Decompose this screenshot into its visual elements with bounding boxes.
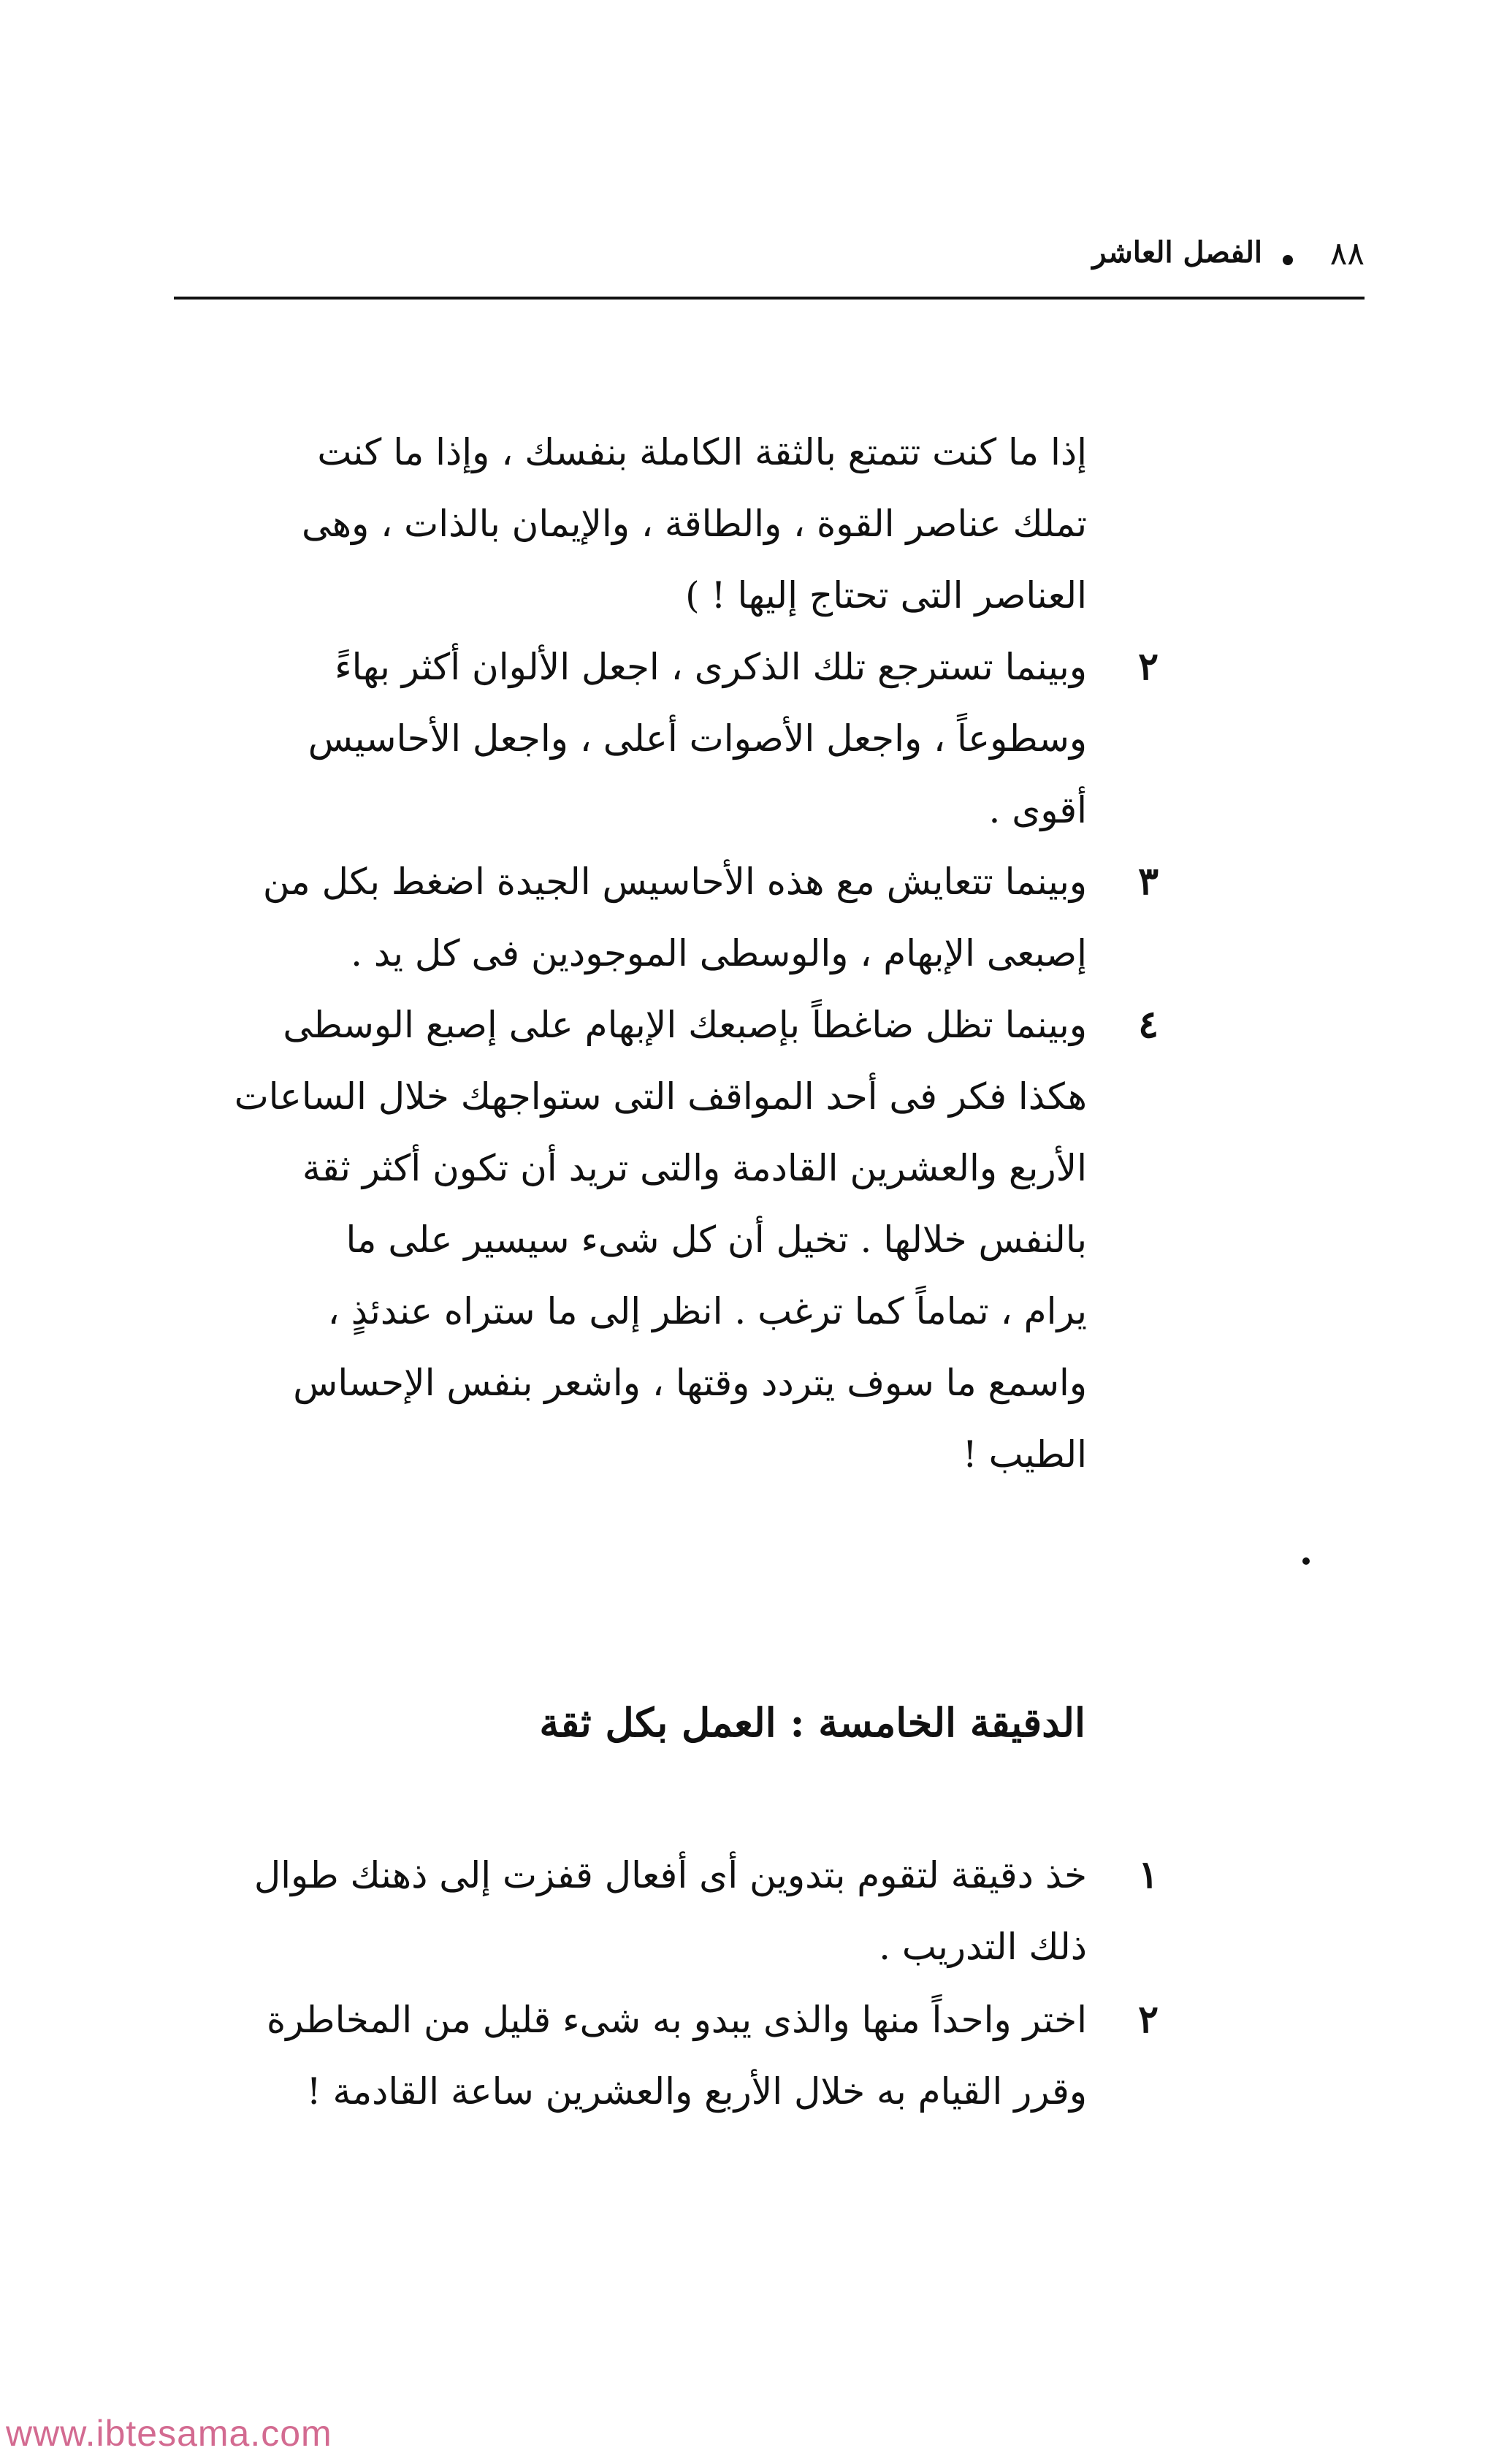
text-line: وسطوعاً ، واجعل الأصوات أعلى ، واجعل الأحاسيس — [308, 717, 1087, 760]
list-item — [0, 989, 1496, 1500]
section-heading: الدقيقة الخامسة : العمل بكل ثقة — [539, 1699, 1085, 1746]
text-line: الطيب ! — [962, 1433, 1087, 1476]
text-line: أقوى . — [988, 789, 1087, 831]
item-number: ١ — [1138, 1853, 1159, 1897]
bullet-dot-icon — [1283, 255, 1293, 265]
text-line: يرام ، تماماً كما ترغب . انظر إلى ما ستراه عندئذٍ ، — [327, 1290, 1087, 1332]
text-line: وبينما تظل ضاغطاً بإصبعك الإبهام على إصبع الوسطى — [283, 1004, 1087, 1046]
text-line: تملك عناصر القوة ، والطاقة ، والإيمان بالذات ، وهى — [302, 503, 1087, 545]
text-line: واسمع ما سوف يتردد وقتها ، واشعر بنفس الإحساس — [293, 1362, 1087, 1404]
text-line: إصبعى الإبهام ، والوسطى الموجودين فى كل يد . — [351, 932, 1087, 974]
item-number: ٢ — [1138, 1997, 1159, 2042]
text-line: الأربع والعشرين القادمة والتى تريد أن تكون أكثر ثقة — [302, 1147, 1087, 1189]
text-line: هكذا فكر فى أحد المواقف التى ستواجهك خلال الساعات — [234, 1075, 1087, 1118]
text-line: وبينما تسترجع تلك الذكرى ، اجعل الألوان أكثر بهاءً — [335, 646, 1087, 688]
stray-dot — [1302, 1557, 1310, 1565]
item-number: ٢ — [1138, 644, 1159, 689]
page-header — [174, 235, 1365, 301]
item-number: ٤ — [1138, 1002, 1159, 1047]
page-number: ٨٨ — [1329, 235, 1365, 272]
intro-paragraph — [199, 416, 1087, 631]
chapter-title: الفصل العاشر — [1092, 235, 1262, 270]
text-line: وبينما تتعايش مع هذه الأحاسيس الجيدة اضغط بكل من — [262, 861, 1087, 903]
list-item — [0, 1984, 1496, 2276]
text-line: إذا ما كنت تتمتع بالثقة الكاملة بنفسك ، وإذا ما كنت — [317, 431, 1087, 473]
text-line: وقرر القيام به خلال الأربع والعشرين ساعة القادمة ! — [306, 2070, 1087, 2113]
text-line: ذلك التدريب . — [879, 1926, 1087, 1968]
text-line: اختر واحداً منها والذى يبدو به شىء قليل من المخاطرة — [267, 1999, 1087, 2041]
text-line: خذ دقيقة لتقوم بتدوين أى أفعال قفزت إلى ذهنك طوال — [253, 1854, 1087, 1896]
text-line: العناصر التى تحتاج إليها ! ) — [685, 574, 1087, 617]
item-number: ٣ — [1138, 859, 1159, 904]
text-line: بالنفس خلالها . تخيل أن كل شىء سيسير على ما — [346, 1218, 1087, 1261]
header-rule — [174, 297, 1365, 300]
watermark-text: www.ibtesama.com — [6, 2413, 332, 2454]
